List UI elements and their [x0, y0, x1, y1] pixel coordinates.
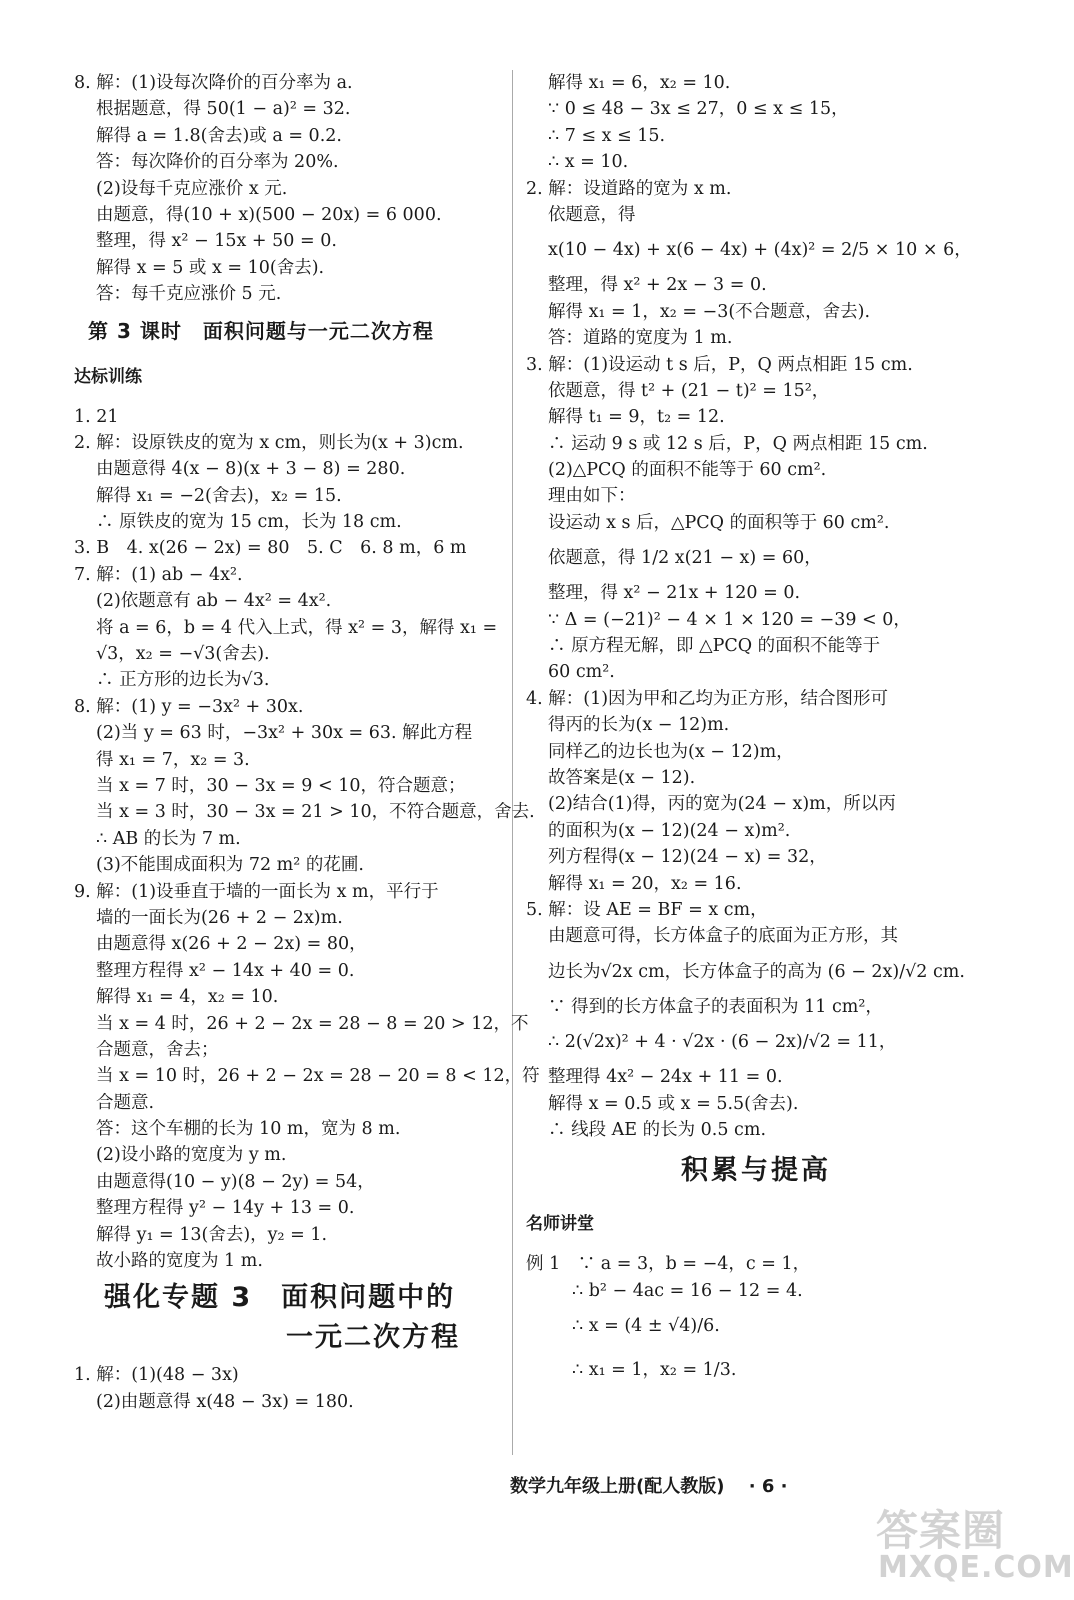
answer-line: 依题意，得 t² + (21 − t)² = 15²，	[548, 380, 830, 401]
answer-line: 解得 x = 0.5 或 x = 5.5(舍去).	[548, 1093, 799, 1114]
answer-line: ∴ AB 的长为 7 m.	[96, 828, 241, 849]
answer-line: 由题意得(10 − y)(8 − 2y) = 54，	[96, 1171, 375, 1192]
answer-line: ∴ x₁ = 1，x₂ = 1/3.	[572, 1360, 737, 1381]
answer-line: 由题意得 x(26 + 2 − 2x) = 80，	[96, 934, 367, 955]
answer-line: 由题意可得，长方体盒子的底面为正方形，其	[548, 926, 898, 947]
answer-line: (3)不能围成面积为 72 m² 的花圃.	[96, 855, 364, 876]
left-block-1	[74, 70, 504, 308]
column-divider	[512, 70, 513, 1455]
answer-line: 整理，得 x² − 15x + 50 = 0.	[96, 231, 337, 252]
answer-line: ∴ 2(√2x)² + 4 · √2x · (6 − 2x)/√2 = 11，	[548, 1032, 897, 1053]
right-block-1	[526, 70, 986, 1143]
answer-line: (2)设小路的宽度为 y m.	[96, 1145, 287, 1166]
answer-line: 同样乙的边长也为(x − 12)m，	[548, 741, 794, 762]
right-column	[526, 70, 986, 1392]
answer-line: 列方程得(x − 12)(24 − x) = 32，	[548, 847, 827, 868]
answer-line: 当 x = 7 时，30 − 3x = 9 < 10，符合题意；	[96, 775, 466, 796]
answer-line: 解得 x₁ = 1，x₂ = −3(不合题意，舍去).	[548, 301, 871, 322]
answer-line: 7. 解：(1) ab − 4x².	[74, 564, 243, 585]
answer-line: ∵ 0 ≤ 48 − 3x ≤ 27，0 ≤ x ≤ 15，	[548, 99, 849, 120]
answer-line: (2)依题意有 ab − 4x² = 4x².	[96, 591, 332, 612]
page-footer	[510, 1472, 787, 1498]
answer-line: ∴ 7 ≤ x ≤ 15.	[548, 125, 666, 146]
answer-line: ∵ Δ = (−21)² − 4 × 1 × 120 = −39 < 0，	[548, 609, 911, 630]
answer-line: ∴ 原方程无解，即 △PCQ 的面积不能等于	[548, 636, 881, 657]
answer-line: 依题意，得	[548, 204, 636, 225]
answer-line: 依题意，得 1/2 x(21 − x) = 60，	[548, 548, 822, 569]
answer-line: 3. B 4. x(26 − 2x) = 80 5. C 6. 8 m，6 m	[74, 538, 467, 559]
answer-line: 解得 x₁ = −2(舍去)，x₂ = 15.	[96, 485, 342, 506]
answer-line: 2. 解：设原铁皮的宽为 x cm，则长为(x + 3)cm.	[74, 432, 464, 453]
accumulation-title: 积累与提高	[681, 1155, 831, 1187]
answer-line: 得丙的长为(x − 12)m.	[548, 715, 730, 736]
answer-line: 5. 解：设 AE = BF = x cm，	[526, 899, 768, 920]
answer-line: ∴ 正方形的边长为√3.	[96, 670, 270, 691]
answer-line: 由题意得 4(x − 8)(x + 3 − 8) = 280.	[96, 459, 406, 480]
answer-line: 当 x = 4 时，26 + 2 − 2x = 28 − 8 = 20 > 12，不	[96, 1013, 529, 1034]
answer-line: (2)设每千克应涨价 x 元.	[96, 178, 288, 199]
answer-line: ∵ 得到的长方体盒子的表面积为 11 cm²，	[548, 996, 883, 1017]
answer-line: 故答案是(x − 12).	[548, 767, 696, 788]
answer-line: 得 x₁ = 7，x₂ = 3.	[96, 749, 250, 770]
special-topic-title-line2: 一元二次方程	[286, 1322, 460, 1354]
answer-line: 解得 x = 5 或 x = 10(舍去).	[96, 257, 325, 278]
answer-line: (2)由题意得 x(48 − 3x) = 180.	[96, 1391, 354, 1412]
answer-line: 故小路的宽度为 1 m.	[96, 1251, 263, 1272]
answer-line: 整理，得 x² − 21x + 120 = 0.	[548, 583, 801, 604]
answer-line: 解得 x₁ = 20，x₂ = 16.	[548, 873, 742, 894]
answer-line: 8. 解：(1) y = −3x² + 30x.	[74, 696, 304, 717]
answer-line: 4. 解：(1)因为甲和乙均为正方形，结合图形可	[526, 688, 889, 709]
answer-line: 解得 t₁ = 9，t₂ = 12.	[548, 407, 725, 428]
right-block-2	[526, 1251, 986, 1392]
left-block-2	[74, 404, 540, 1275]
answer-line: 将 a = 6，b = 4 代入上式，得 x² = 3，解得 x₁ =	[96, 617, 498, 638]
answer-line: √3，x₂ = −√3(舍去).	[96, 644, 270, 665]
answer-line: ∴ 运动 9 s 或 12 s 后，P，Q 两点相距 15 cm.	[548, 433, 928, 454]
answer-line: ∴ 原铁皮的宽为 15 cm，长为 18 cm.	[96, 512, 402, 533]
lesson-title: 第 3 课时 面积问题与一元二次方程	[88, 318, 434, 343]
answer-line: 9. 解：(1)设垂直于墙的一面长为 x m，平行于	[74, 881, 439, 902]
answer-line: 合题意.	[96, 1092, 155, 1113]
answer-line: 8. 解：(1)设每次降价的百分率为 a.	[74, 73, 353, 93]
answer-line: 的面积为(x − 12)(24 − x)m².	[548, 820, 791, 841]
answer-line: 答：每次降价的百分率为 20%.	[96, 152, 339, 173]
answer-line: 由题意，得(10 + x)(500 − 20x) = 6 000.	[96, 204, 442, 225]
left-column	[74, 70, 540, 1415]
answer-line: 解得 x₁ = 4，x₂ = 10.	[96, 987, 279, 1008]
answer-line: 当 x = 10 时，26 + 2 − 2x = 28 − 20 = 8 < 12，符	[96, 1066, 540, 1087]
answer-line: 解得 y₁ = 13(舍去)，y₂ = 1.	[96, 1224, 328, 1245]
answer-line: 设运动 x s 后，△PCQ 的面积等于 60 cm².	[548, 512, 890, 533]
answer-line: 答：这个车棚的长为 10 m，宽为 8 m.	[96, 1119, 401, 1140]
answer-line: ∴ 线段 AE 的长为 0.5 cm.	[548, 1119, 767, 1140]
watermark-site: MXQE.COM	[878, 1550, 1074, 1585]
footer-book-title: 数学九年级上册(配人教版)	[510, 1476, 725, 1497]
answer-line: 当 x = 3 时，30 − 3x = 21 > 10，不符合题意，舍去.	[96, 802, 535, 823]
answer-line: 例 1 ∵ a = 3，b = −4，c = 1，	[526, 1254, 811, 1275]
answer-line: 合题意，舍去；	[96, 1039, 219, 1060]
answer-line: 墙的一面长为(26 + 2 − 2x)m.	[96, 907, 343, 928]
answer-line: 整理，得 x² + 2x − 3 = 0.	[548, 275, 767, 296]
answer-line: ∴ b² − 4ac = 16 − 12 = 4.	[572, 1280, 803, 1301]
answer-line: 答：道路的宽度为 1 m.	[548, 328, 733, 349]
special-topic-title-line1: 强化专题 3 面积问题中的	[104, 1282, 456, 1314]
answer-line: 解得 x₁ = 6，x₂ = 10.	[548, 73, 731, 93]
answer-line: 解得 a = 1.8(舍去)或 a = 0.2.	[96, 125, 342, 146]
answer-line: (2)结合(1)得，丙的宽为(24 − x)m，所以丙	[548, 794, 896, 815]
page-number: · 6 ·	[748, 1476, 788, 1497]
watermark-logo	[868, 1498, 1074, 1590]
answer-line: 3. 解：(1)设运动 t s 后，P，Q 两点相距 15 cm.	[526, 354, 913, 375]
answer-line: 整理得 4x² − 24x + 11 = 0.	[548, 1067, 783, 1088]
answer-line: x(10 − 4x) + x(6 − 4x) + (4x)² = 2/5 × 10 × 6，	[548, 240, 972, 261]
answer-line: 整理方程得 x² − 14x + 40 = 0.	[96, 960, 355, 981]
answer-line: 答：每千克应涨价 5 元.	[96, 284, 282, 305]
answer-line: 理由如下：	[548, 486, 636, 507]
answer-line: 60 cm².	[548, 662, 615, 683]
answer-line: ∴ x = (4 ± √4)/6.	[572, 1316, 720, 1337]
answer-line: 边长为√2x cm，长方体盒子的高为 (6 − 2x)/√2 cm.	[548, 961, 965, 982]
answer-line: 整理方程得 y² − 14y + 13 = 0.	[96, 1198, 355, 1219]
answer-line: 1. 解：(1)(48 − 3x)	[74, 1365, 239, 1386]
answer-line: 1. 21	[74, 406, 119, 427]
answer-line: 根据题意，得 50(1 − a)² = 32.	[96, 99, 351, 120]
answer-line: ∴ x = 10.	[548, 152, 629, 173]
watermark-text: 答案圈	[876, 1506, 1006, 1555]
left-block-3	[74, 1362, 504, 1415]
section-title-training: 达标训练	[74, 366, 142, 387]
answer-line: (2)△PCQ 的面积不能等于 60 cm².	[548, 460, 827, 481]
answer-line: 2. 解：设道路的宽为 x m.	[526, 178, 732, 199]
section-title-lecture: 名师讲堂	[526, 1214, 594, 1235]
answer-line: (2)当 y = 63 时，−3x² + 30x = 63. 解此方程	[96, 723, 473, 744]
